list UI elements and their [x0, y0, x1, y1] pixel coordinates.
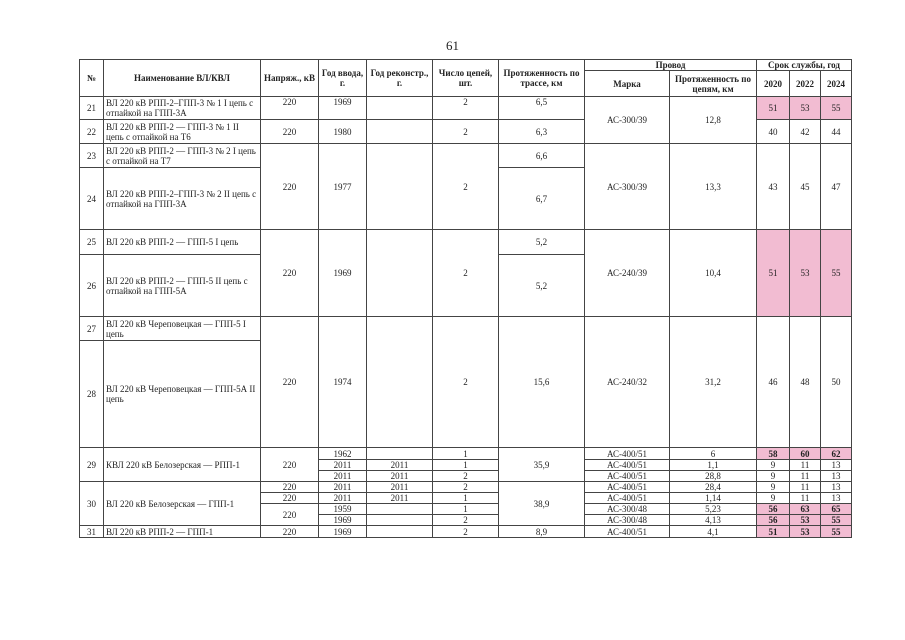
- year-in: 1959: [319, 504, 367, 515]
- line-name: ВЛ 220 кВ Череповецкая — ГПП-5А II цепь: [104, 341, 261, 448]
- year-in: 1969: [319, 97, 367, 120]
- year-rec: [367, 120, 433, 144]
- year-in: 1962: [319, 448, 367, 460]
- row-num: 22: [80, 120, 104, 144]
- year-rec: [367, 515, 433, 526]
- line-name: ВЛ 220 кВ РПП-2 — ГПП-3 № 1 II цепь с отпайкой на Т6: [104, 120, 261, 144]
- circuits: 1: [433, 460, 499, 471]
- circuits: 1: [433, 448, 499, 460]
- wire-mark: АС-300/48: [585, 504, 670, 515]
- year-in: 1969: [319, 515, 367, 526]
- year-rec: 2011: [367, 460, 433, 471]
- year-rec: 2011: [367, 482, 433, 493]
- header-circuits: Число цепей, шт.: [433, 60, 499, 97]
- table-row: [80, 317, 852, 341]
- voltage: 220: [261, 493, 319, 504]
- life-2020: 56: [757, 504, 790, 515]
- wire-len: 12,8: [670, 97, 757, 144]
- year-in: 1977: [319, 144, 367, 230]
- year-rec: [367, 504, 433, 515]
- voltage: 220: [261, 526, 319, 538]
- route-len: 5,2: [499, 255, 585, 317]
- row-num: 25: [80, 230, 104, 255]
- table-row: [80, 144, 852, 168]
- life-2024: 13: [821, 460, 852, 471]
- year-rec: [367, 526, 433, 538]
- route-len: 6,7: [499, 168, 585, 230]
- header-2022: 2022: [790, 71, 821, 97]
- header-route-len: Протяженность по трассе, км: [499, 60, 585, 97]
- route-len: 38,9: [499, 482, 585, 526]
- wire-len: 4,1: [670, 526, 757, 538]
- header-wire-len: Протяженность по цепям, км: [670, 71, 757, 97]
- row-num: 27: [80, 317, 104, 341]
- life-2022: 45: [790, 144, 821, 230]
- year-in: 1974: [319, 317, 367, 448]
- circuits: 2: [433, 144, 499, 230]
- voltage: 220: [261, 120, 319, 144]
- route-len: 5,2: [499, 230, 585, 255]
- row-num: 29: [80, 448, 104, 482]
- line-name: ВЛ 220 кВ РПП-2 — ГПП-3 № 2 I цепь с отпайкой на Т7: [104, 144, 261, 168]
- life-2024: 55: [821, 230, 852, 317]
- life-2024: 44: [821, 120, 852, 144]
- life-2020: 51: [757, 230, 790, 317]
- wire-mark: АС-400/51: [585, 482, 670, 493]
- row-num: 24: [80, 168, 104, 230]
- circuits: 2: [433, 97, 499, 120]
- route-len: 6,5: [499, 97, 585, 120]
- header-wire-group: Провод: [585, 60, 757, 71]
- year-rec: [367, 448, 433, 460]
- wire-mark: АС-240/32: [585, 317, 670, 448]
- wire-mark: АС-400/51: [585, 493, 670, 504]
- line-name: ВЛ 220 кВ РПП-2–ГПП-3 № 1 I цепь с отпайкой на ГПП-3А: [104, 97, 261, 120]
- life-2024: 65: [821, 504, 852, 515]
- life-2022: 53: [790, 515, 821, 526]
- year-in: 2011: [319, 493, 367, 504]
- year-in: 1980: [319, 120, 367, 144]
- line-name: ВЛ 220 кВ РПП-2 — ГПП-5 II цепь с отпайкой на ГПП-5А: [104, 255, 261, 317]
- circuits: 2: [433, 317, 499, 448]
- line-name: ВЛ 220 кВ РПП-2–ГПП-3 № 2 II цепь с отпайкой на ГПП-3А: [104, 168, 261, 230]
- life-2022: 63: [790, 504, 821, 515]
- voltage: 220: [261, 504, 319, 526]
- life-2022: 11: [790, 493, 821, 504]
- year-rec: 2011: [367, 493, 433, 504]
- table-row: [80, 448, 852, 460]
- wire-mark: АС-400/51: [585, 448, 670, 460]
- life-2024: 13: [821, 482, 852, 493]
- life-2024: 50: [821, 317, 852, 448]
- circuits: 1: [433, 493, 499, 504]
- life-2024: 13: [821, 493, 852, 504]
- wire-len: 31,2: [670, 317, 757, 448]
- life-2024: 55: [821, 526, 852, 538]
- circuits: 2: [433, 482, 499, 493]
- life-2022: 60: [790, 448, 821, 460]
- line-name: ВЛ 220 кВ РПП-2 — ГПП-5 I цепь: [104, 230, 261, 255]
- row-num: 31: [80, 526, 104, 538]
- wire-len: 13,3: [670, 144, 757, 230]
- voltage: 220: [261, 230, 319, 317]
- circuits: 2: [433, 230, 499, 317]
- voltage: 220: [261, 144, 319, 230]
- wire-mark: АС-300/48: [585, 515, 670, 526]
- table-row: [80, 230, 852, 255]
- voltage: 220: [261, 482, 319, 493]
- wire-mark: АС-400/51: [585, 526, 670, 538]
- wire-mark: АС-400/51: [585, 460, 670, 471]
- life-2022: 11: [790, 460, 821, 471]
- life-2022: 48: [790, 317, 821, 448]
- route-len: 8,9: [499, 526, 585, 538]
- wire-len: 5,23: [670, 504, 757, 515]
- year-rec: 2011: [367, 471, 433, 482]
- life-2020: 51: [757, 97, 790, 120]
- header-year-rec: Год реконстр., г.: [367, 60, 433, 97]
- header-2020: 2020: [757, 71, 790, 97]
- life-2020: 58: [757, 448, 790, 460]
- life-2024: 13: [821, 471, 852, 482]
- life-2020: 46: [757, 317, 790, 448]
- year-in: 2011: [319, 482, 367, 493]
- life-2024: 62: [821, 448, 852, 460]
- circuits: 2: [433, 471, 499, 482]
- wire-mark: АС-300/39: [585, 97, 670, 144]
- table-row: [80, 526, 852, 538]
- line-name: ВЛ 220 кВ Белозерская — ГПП-1: [104, 482, 261, 526]
- row-num: 28: [80, 341, 104, 448]
- wire-len: 28,8: [670, 471, 757, 482]
- circuits: 2: [433, 526, 499, 538]
- life-2020: 9: [757, 471, 790, 482]
- power-lines-table: [79, 59, 852, 538]
- header-2024: 2024: [821, 71, 852, 97]
- header-row-1: [80, 60, 852, 71]
- route-len: 35,9: [499, 448, 585, 482]
- header-num: №: [80, 60, 104, 97]
- year-rec: [367, 230, 433, 317]
- route-len: 6,3: [499, 120, 585, 144]
- life-2024: 55: [821, 515, 852, 526]
- wire-len: 1,14: [670, 493, 757, 504]
- route-len: 6,6: [499, 144, 585, 168]
- year-in: 2011: [319, 471, 367, 482]
- line-name: КВЛ 220 кВ Белозерская — РПП-1: [104, 448, 261, 482]
- life-2020: 43: [757, 144, 790, 230]
- life-2020: 9: [757, 460, 790, 471]
- life-2024: 47: [821, 144, 852, 230]
- header-year-in: Год ввода, г.: [319, 60, 367, 97]
- header-voltage: Напряж., кВ: [261, 60, 319, 97]
- year-rec: [367, 317, 433, 448]
- wire-len: 6: [670, 448, 757, 460]
- circuits: 2: [433, 120, 499, 144]
- life-2022: 53: [790, 526, 821, 538]
- life-2020: 51: [757, 526, 790, 538]
- row-num: 30: [80, 482, 104, 526]
- life-2024: 55: [821, 97, 852, 120]
- wire-len: 1,1: [670, 460, 757, 471]
- life-2020: 9: [757, 493, 790, 504]
- wire-mark: АС-240/39: [585, 230, 670, 317]
- life-2022: 53: [790, 230, 821, 317]
- voltage: 220: [261, 448, 319, 482]
- life-2022: 53: [790, 97, 821, 120]
- wire-len: 10,4: [670, 230, 757, 317]
- page-number: 61: [446, 38, 459, 53]
- circuits: 2: [433, 515, 499, 526]
- life-2020: 9: [757, 482, 790, 493]
- life-2022: 42: [790, 120, 821, 144]
- wire-mark: АС-300/39: [585, 144, 670, 230]
- row-num: 26: [80, 255, 104, 317]
- row-num: 23: [80, 144, 104, 168]
- wire-mark: АС-400/51: [585, 471, 670, 482]
- year-in: 2011: [319, 460, 367, 471]
- route-len: 15,6: [499, 317, 585, 448]
- life-2022: 11: [790, 482, 821, 493]
- table-row: [80, 97, 852, 120]
- line-name: ВЛ 220 кВ РПП-2 — ГПП-1: [104, 526, 261, 538]
- life-2020: 40: [757, 120, 790, 144]
- voltage: 220: [261, 97, 319, 120]
- header-name: Наименование ВЛ/КВЛ: [104, 60, 261, 97]
- row-num: 21: [80, 97, 104, 120]
- life-2022: 11: [790, 471, 821, 482]
- line-name: ВЛ 220 кВ Череповецкая — ГПП-5 I цепь: [104, 317, 261, 341]
- wire-len: 4,13: [670, 515, 757, 526]
- header-wire-mark: Марка: [585, 71, 670, 97]
- voltage: 220: [261, 317, 319, 448]
- wire-len: 28,4: [670, 482, 757, 493]
- life-2020: 56: [757, 515, 790, 526]
- circuits: 1: [433, 504, 499, 515]
- year-rec: [367, 97, 433, 120]
- year-in: 1969: [319, 526, 367, 538]
- header-life-group: Срок службы, год: [757, 60, 852, 71]
- year-rec: [367, 144, 433, 230]
- table-row: [80, 482, 852, 493]
- year-in: 1969: [319, 230, 367, 317]
